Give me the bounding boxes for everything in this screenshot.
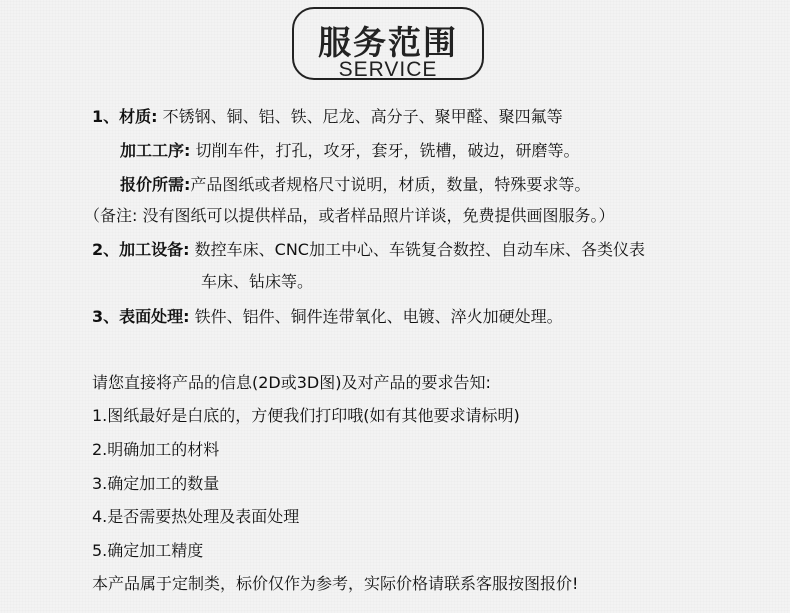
equipment-text-2: 车床、钻床等。 [201,272,314,291]
price-footer: 本产品属于定制类，标价仅作为参考，实际价格请联系客服按图报价! [92,574,579,593]
surface-line [92,307,563,327]
requirement-item-4: 4.是否需要热处理及表面处理 [92,507,300,526]
badge-title: 服务范围 [318,23,458,62]
service-badge [292,7,484,80]
material-line [92,107,563,127]
process-label: 加工工序: [120,141,191,160]
material-text: 不锈钢、铜、铝、铁、尼龙、高分子、聚甲醛、聚四氟等 [162,107,563,126]
badge-subtitle: SERVICE [338,58,438,81]
equipment-line [92,240,645,260]
quote-label: 报价所需: [120,175,191,194]
process-line [120,141,580,161]
material-label: 1、材质: [92,107,158,126]
surface-text: 铁件、铝件、铜件连带氧化、电镀、淬火加硬处理。 [194,307,563,326]
equipment-text-1: 数控车床、CNC加工中心、车铣复合数控、自动车床、各类仪表 [194,240,645,259]
quote-text: 产品图纸或者规格尺寸说明，材质，数量，特殊要求等。 [190,175,591,194]
surface-label: 3、表面处理: [92,307,190,326]
requirement-item-3: 3.确定加工的数量 [92,474,220,493]
quote-line [120,175,590,195]
equipment-label: 2、加工设备: [92,240,190,259]
requirement-item-5: 5.确定加工精度 [92,541,204,560]
requirement-item-1: 1.图纸最好是白底的，方便我们打印哦(如有其他要求请标明) [92,406,520,425]
requirement-item-2: 2.明确加工的材料 [92,440,220,459]
requirements-intro: 请您直接将产品的信息(2D或3D图)及对产品的要求告知: [92,373,491,392]
note-line: （备注: 没有图纸可以提供样品，或者样品照片详谈，免费提供画图服务。） [84,206,615,225]
process-text: 切削车件，打孔，攻牙，套牙，铣槽，破边，研磨等。 [195,141,580,160]
